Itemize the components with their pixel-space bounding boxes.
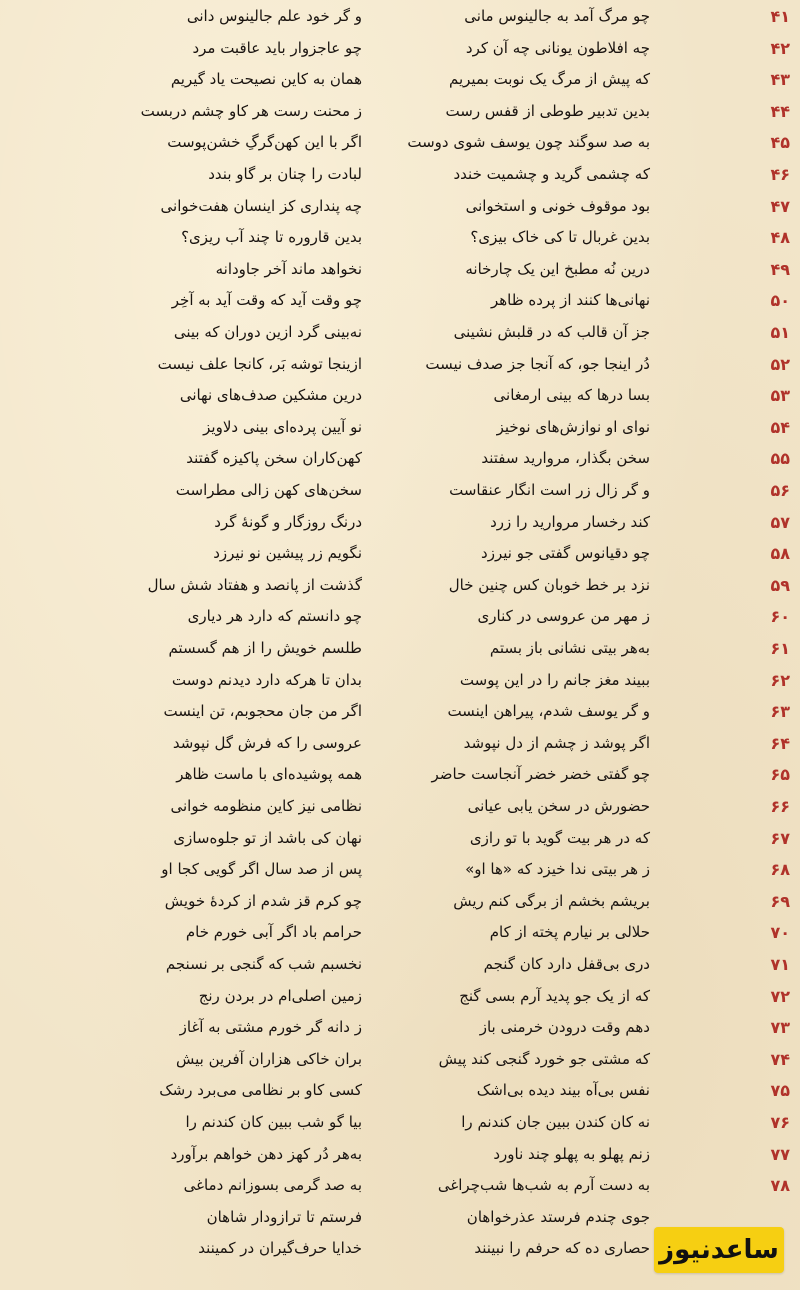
- first-hemistich: نه‌بینی گرد ازین دوران که بینی: [173, 323, 362, 341]
- first-hemistich: بدان تا هرکه دارد دیدنم دوست: [171, 670, 362, 689]
- verse-row: [0, 570, 800, 602]
- second-hemistich: چو مرگ آمد به جالینوس مانی: [464, 7, 650, 25]
- second-hemistich: نزد بر خط خوبان کس چنین خال: [448, 575, 650, 594]
- second-hemistich: و گر یوسف شدم، پیراهن اینست: [447, 702, 650, 721]
- first-hemistich: نخواهد ماند آخر جاودانه: [215, 259, 362, 278]
- second-hemistich: بدین غربال تا کی خاک بیزی؟: [470, 228, 650, 247]
- second-hemistich: چو دقیانوس گفتی جو نیرزد: [481, 544, 650, 563]
- second-hemistich: ببیند مغز جانم را در این پوست: [459, 670, 650, 689]
- verse-row: [0, 475, 800, 507]
- first-hemistich: نهان کی باشد از تو جلوه‌سازی: [173, 828, 362, 847]
- verse-number: ۷۲: [770, 986, 790, 1006]
- second-hemistich: جز آن قالب که در قلبش نشینی: [453, 323, 650, 341]
- first-hemistich: گذشت از پانصد و هفتاد شش سال: [147, 575, 362, 594]
- verse-number: ۶۲: [770, 670, 790, 690]
- first-hemistich: بران خاکی هزاران آفرین بیش: [175, 1049, 362, 1068]
- verse-number: ۷۰: [770, 923, 790, 943]
- verse-number: ۶۵: [770, 765, 790, 785]
- verse-row: [0, 191, 800, 223]
- second-hemistich: به صد سوگند چون یوسف شوی دوست: [407, 133, 650, 152]
- first-hemistich: نظامی نیز کاین منظومه خوانی: [170, 797, 362, 815]
- brand-logo: [654, 1227, 784, 1273]
- verse-row: [0, 96, 800, 128]
- second-hemistich: نفس بی‌آه بیند دیده بی‌اشک: [476, 1081, 650, 1100]
- first-hemistich: لبادت را چنان بر گاو بندد: [208, 165, 362, 183]
- verse-number: ۷۴: [770, 1049, 790, 1069]
- verse-row: [0, 222, 800, 254]
- second-hemistich: ز هر بیتی ندا خیزد که «ها او»: [465, 860, 650, 879]
- second-hemistich: نهانی‌ها کنند از پرده ظاهر: [490, 291, 650, 310]
- second-hemistich: ز مهر من عروسی در کناری: [477, 607, 650, 626]
- first-hemistich: حرامم باد اگر آبی خورم خام: [185, 923, 362, 942]
- verse-number: ۵۴: [770, 417, 790, 437]
- verse-number: ۷۳: [770, 1018, 790, 1038]
- second-hemistich: حضورش در سخن یابی عیانی: [467, 797, 650, 815]
- second-hemistich: که در هر بیت گوید با تو رازی: [469, 828, 650, 847]
- second-hemistich: دهم وقت درودن خرمنی باز: [479, 1018, 650, 1037]
- verse-row: [0, 696, 800, 728]
- verse-number: ۶۱: [770, 639, 790, 658]
- second-hemistich: نوای او نوازش‌های نوخیز: [496, 417, 650, 436]
- second-hemistich: دری بی‌قفل دارد کان گنجم: [483, 955, 650, 973]
- first-hemistich: ز محنت رست هر کاو چشم دربست: [140, 101, 362, 120]
- second-hemistich: که از یک جو پدید آرم بسی گنج: [459, 986, 650, 1005]
- second-hemistich: که مشتی جو خورد گنجی کند پیش: [438, 1049, 650, 1068]
- first-hemistich: چو کرم قز شدم از کردهٔ خویش: [164, 891, 362, 910]
- verse-row: [0, 854, 800, 886]
- verse-number: ۴۳: [770, 70, 790, 90]
- first-hemistich: کهن‌کاران سخن پاکیزه گفتند: [186, 449, 362, 468]
- verse-number: ۷۵: [770, 1081, 790, 1101]
- first-hemistich: طلسم خویش را از هم گسستم: [168, 639, 362, 657]
- verse-number: ۵۱: [770, 323, 790, 342]
- verse-number: ۶۸: [770, 860, 790, 880]
- first-hemistich: پس از صد سال اگر گویی کجا او: [161, 860, 362, 879]
- verse-row: [0, 33, 800, 65]
- verse-number: ۴۹: [770, 259, 790, 279]
- verse-row: [0, 1012, 800, 1044]
- verse-number: ۴۷: [770, 196, 790, 216]
- verse-row: [0, 285, 800, 317]
- verse-number: ۵۷: [770, 512, 790, 532]
- verse-number: ۴۴: [770, 101, 790, 121]
- first-hemistich: درنگ روزگار و گونهٔ گرد: [214, 512, 362, 531]
- second-hemistich: چو گفتی خضر خضر آنجاست حاضر: [431, 765, 650, 784]
- verse-row: [0, 349, 800, 381]
- first-hemistich: اگر من جان محجوبم، تن اینست: [163, 702, 362, 721]
- verse-row: [0, 1139, 800, 1171]
- second-hemistich: اگر پوشد ز چشم از دل نپوشد: [463, 733, 650, 752]
- second-hemistich: درین نُه مطبخ این یک چارخانه: [465, 259, 650, 278]
- verse-number: ۵۶: [770, 481, 790, 500]
- first-hemistich: چه پنداری کز اینسان هفت‌خوانی: [160, 196, 362, 215]
- verse-row: [0, 1170, 800, 1202]
- verse-number: ۶۳: [770, 702, 790, 722]
- verse-row: [0, 317, 800, 349]
- first-hemistich: درین مشکین صدف‌های نهانی: [179, 386, 362, 405]
- verse-row: [0, 254, 800, 286]
- second-hemistich: کند رخسار مروارید را زرد: [490, 512, 650, 531]
- first-hemistich: به‌هر دُر کهز دهن خواهم برآورد: [170, 1144, 362, 1163]
- second-hemistich: نه کان کندن ببین جان کندنم را: [461, 1113, 650, 1131]
- first-hemistich: سخن‌های کهن زالی مطراست: [175, 481, 362, 499]
- second-hemistich: که پیش از مرگ یک نوبت بمیریم: [449, 70, 650, 89]
- first-hemistich: همان به کاین نصیحت یاد گیریم: [170, 70, 362, 89]
- verse-row: [0, 665, 800, 697]
- verse-row: [0, 917, 800, 949]
- first-hemistich: بدین قاروره تا چند آب ریزی؟: [181, 228, 362, 247]
- verse-row: [0, 633, 800, 665]
- brand-logo-text: ساعدنیوز: [659, 1235, 779, 1265]
- second-hemistich: بسا درها که بینی ارمغانی: [493, 386, 650, 405]
- verse-number: ۵۳: [770, 386, 790, 406]
- first-hemistich: نو آیین پرده‌ای بینی دلاویز: [203, 417, 362, 436]
- first-hemistich: فرستم تا ترازودار شاهان: [206, 1207, 362, 1226]
- verse-row: [0, 949, 800, 981]
- verse-row: [0, 728, 800, 760]
- first-hemistich: همه پوشیده‌ای با ماست ظاهر: [176, 765, 362, 784]
- verse-row: [0, 1075, 800, 1107]
- first-hemistich: نخسبم شب که گنجی بر نسنجم: [165, 955, 362, 973]
- verse-row: [0, 507, 800, 539]
- second-hemistich: به دست آرم به شب‌ها شب‌چراغی: [437, 1176, 650, 1195]
- verse-number: ۶۷: [770, 828, 790, 848]
- verse-number: ۴۵: [770, 133, 790, 153]
- second-hemistich: که چشمی گرید و چشمیت خندد: [453, 165, 650, 183]
- first-hemistich: چو عاجزوار باید عاقبت مرد: [192, 38, 362, 57]
- second-hemistich: جوی چندم فرستد عذرخواهان: [466, 1207, 650, 1226]
- verse-row: [0, 1, 800, 33]
- first-hemistich: ز دانه گر خورم مشتی به آغاز: [179, 1018, 362, 1037]
- verse-row: [0, 1107, 800, 1139]
- verse-number: ۵۵: [770, 449, 790, 469]
- verse-number: ۴۱: [770, 7, 790, 26]
- first-hemistich: بیا گو شب ببین کان کندنم را: [185, 1113, 362, 1131]
- verse-row: [0, 823, 800, 855]
- second-hemistich: حلالی بر نیارم پخته از کام: [489, 923, 650, 942]
- verse-row: [0, 159, 800, 191]
- first-hemistich: چو دانستم که دارد هر دیاری: [187, 607, 362, 626]
- second-hemistich: دُر اینجا جو، که آنجا جز صدف نیست: [425, 354, 650, 373]
- second-hemistich: به‌هر بیتی نشانی باز بستم: [489, 639, 650, 657]
- second-hemistich: چه افلاطون یونانی چه آن کرد: [465, 38, 650, 57]
- first-hemistich: به صد گرمی بسوزانم دماغی: [183, 1176, 362, 1195]
- verse-row: [0, 601, 800, 633]
- second-hemistich: حصاری ده که حرفم را نبینند: [474, 1239, 650, 1258]
- verse-row: [0, 64, 800, 96]
- verse-row: [0, 886, 800, 918]
- verse-number: ۵۹: [770, 575, 790, 595]
- second-hemistich: و گر زال زر است انگار عنقاست: [449, 481, 650, 499]
- first-hemistich: چو وقت آید که وقت آید به آخِر: [171, 291, 362, 310]
- second-hemistich: بریشم بخشم از برگی کنم ریش: [453, 891, 650, 910]
- verse-number: ۷۶: [770, 1113, 790, 1132]
- first-hemistich: کسی کاو بر نظامی می‌برد رشک: [159, 1081, 362, 1100]
- verse-number: ۶۶: [770, 797, 790, 816]
- verse-number: ۴۸: [770, 228, 790, 248]
- verse-row: [0, 791, 800, 823]
- verse-row: [0, 981, 800, 1013]
- verse-number: ۵۲: [770, 354, 790, 374]
- verse-number: ۷۱: [770, 955, 790, 974]
- verse-number: ۷۷: [770, 1144, 790, 1164]
- verse-row: [0, 538, 800, 570]
- verse-number: ۴۶: [770, 165, 790, 184]
- second-hemistich: سخن بگذار، مروارید سفتند: [481, 449, 650, 468]
- first-hemistich: زمین اصلی‌ام در بردن رنج: [198, 986, 362, 1005]
- first-hemistich: و گر خود علم جالینوس دانی: [186, 7, 362, 25]
- verse-number: ۶۴: [770, 733, 790, 753]
- second-hemistich: بدین تدبیر طوطی از قفس رست: [445, 101, 650, 120]
- first-hemistich: خدایا حرف‌گیران در کمینند: [198, 1239, 362, 1258]
- first-hemistich: نگویم زر پیشین نو نیرزد: [213, 544, 362, 563]
- verse-number: ۶۰: [770, 607, 790, 627]
- verse-number: ۷۸: [770, 1176, 790, 1196]
- verse-number: ۵۰: [770, 291, 790, 311]
- verse-row: [0, 443, 800, 475]
- verse-number: ۴۲: [770, 38, 790, 58]
- first-hemistich: اگر با این کهن‌گرگِ خشن‌پوست: [167, 133, 362, 152]
- verse-row: [0, 412, 800, 444]
- verse-row: [0, 1044, 800, 1076]
- verse-number: ۵۸: [770, 544, 790, 564]
- second-hemistich: بود موقوف خونی و استخوانی: [465, 196, 650, 215]
- second-hemistich: زنم پهلو به پهلو چند ناورد: [493, 1144, 650, 1163]
- verse-row: [0, 759, 800, 791]
- verse-row: [0, 380, 800, 412]
- first-hemistich: ازینجا توشه بَر، کانجا علف نیست: [157, 354, 362, 373]
- verse-number: ۶۹: [770, 891, 790, 911]
- verse-row: [0, 127, 800, 159]
- first-hemistich: عروسی را که فرش گل نپوشد: [172, 733, 362, 752]
